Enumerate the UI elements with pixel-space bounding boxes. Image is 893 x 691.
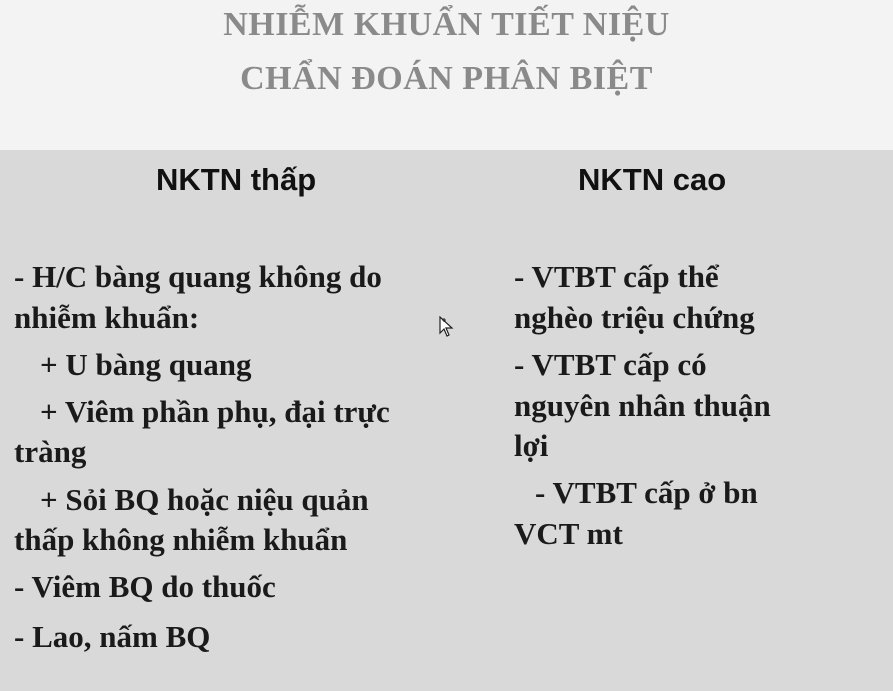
right-item-cont: lợi [514, 428, 549, 463]
left-item: nhiễm khuẩn: [14, 300, 200, 335]
right-item: - VTBT cấp thể [514, 259, 719, 294]
left-item: - Viêm BQ do thuốc [14, 569, 276, 604]
right-item-cont: nghèo triệu chứng [514, 300, 755, 335]
right-item: - VTBT cấp ở bn [535, 475, 758, 510]
slide-title-bar [0, 0, 893, 150]
right-item-cont: nguyên nhân thuận [514, 388, 771, 423]
left-sub-item: + U bàng quang [40, 347, 252, 382]
right-item-cont: VCT mt [514, 516, 623, 551]
left-item: - Lao, nấm BQ [14, 619, 211, 654]
left-sub-item: + Sỏi BQ hoặc niệu quản [40, 482, 369, 517]
right-column-heading: NKTN cao [578, 162, 727, 197]
mouse-cursor-icon [438, 316, 456, 338]
left-item: - H/C bàng quang không do [14, 259, 382, 294]
right-item: - VTBT cấp có [514, 347, 707, 382]
left-sub-item-cont: tràng [14, 434, 87, 469]
slide-title-line1: NHIỄM KHUẨN TIẾT NIỆU [223, 6, 670, 43]
slide-title-line2: CHẨN ĐOÁN PHÂN BIỆT [240, 60, 653, 97]
left-sub-item: + Viêm phần phụ, đại trực [40, 394, 390, 429]
left-column-heading: NKTN thấp [156, 162, 317, 197]
left-sub-item-cont: thấp không nhiễm khuẩn [14, 522, 348, 557]
